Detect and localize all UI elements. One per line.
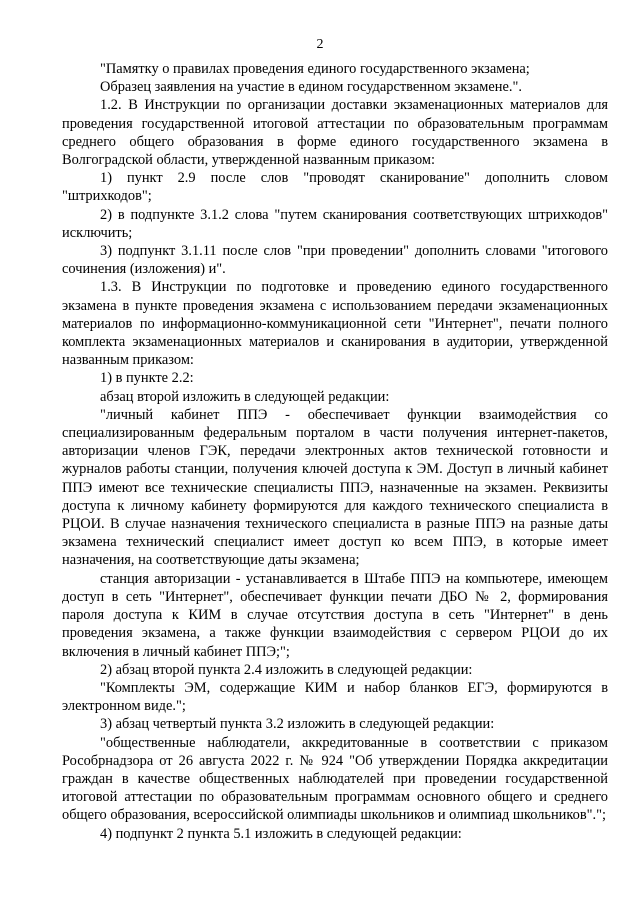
paragraph-item-1-2-3: 3) подпункт 3.1.11 после слов "при проведении" дополнить словами "итогового сочинения (изложения) и". (62, 243, 608, 278)
document-body (62, 60, 608, 843)
paragraph-item-1-2-2: 2) в подпункте 3.1.2 слова "путем сканирования соответствующих штрихкодов" исключить; (62, 206, 608, 241)
paragraph-section-1-2: 1.2. В Инструкции по организации доставки экзаменационных материалов для проведения государственной итоговой аттестации по образовательным программам среднего общего образования в форме единого государственного экзамена в Волгоградской области, утвержденной названным приказом: (62, 97, 608, 169)
paragraph-section-1-3: 1.3. В Инструкции по подготовке и проведению единого государственного экзамена в пункте проведения экзамена с использованием передачи экзаменационных материалов по информационно-коммуникационной сети "Интернет", печати полного комплекта экзаменационных материалов и сканирования в аудитории, утвержденной названным приказом: (62, 279, 608, 369)
paragraph-second-abzac: абзац второй изложить в следующей редакции: (100, 388, 390, 405)
paragraph-item-1-3-2: 2) абзац второй пункта 2.4 изложить в следующей редакции: (100, 661, 473, 678)
paragraph-item-1-3-1: 1) в пункте 2.2: (100, 370, 194, 387)
paragraph-personal-cabinet: "личный кабинет ППЭ - обеспечивает функции взаимодействия со специализированным федеральным порталом в части получения интернет-пакетов, авторизации членов ГЭК, передачи электронных актов технической готовности и журналов работы станции, получения ключей доступа к ЭМ. Доступ в личный кабинет ППЭ имеют все технические специалисты ППЭ, назначенные на экзамен. Реквизиты доступа к личному кабинету формируются для каждого технического специалиста в РЦОИ. В случае назначения технического специалиста в разные ППЭ на разные даты экзамена технический специалист имеет доступ ко всем ППЭ, в которые имеет назначения, на соответствующие даты экзамена; (62, 406, 608, 569)
paragraph-authorization-station: станция авторизации - устанавливается в Штабе ППЭ на компьютере, имеющем доступ в сеть "Интернет", обеспечивает функции печати ДБО № 2, формирования пароля доступа к КИМ в случае отсутствия доступа в сеть "Интернет" в день проведения экзамена, а также функции взаимодействия с сервером РЦОИ до их включения в личный кабинет ППЭ;"; (62, 570, 608, 660)
paragraph-item-1-2-1: 1) пункт 2.9 после слов "проводят сканирование" дополнить словом "штрихкодов"; (62, 170, 608, 205)
paragraph-item-1-3-3: 3) абзац четвертый пункта 3.2 изложить в следующей редакции: (100, 716, 495, 733)
paragraph-item-1-3-4: 4) подпункт 2 пункта 5.1 изложить в следующей редакции: (100, 825, 462, 842)
paragraph-memo-reference: "Памятку о правилах проведения единого государственного экзамена; (100, 61, 530, 77)
paragraph-em-kits: "Комплекты ЭМ, содержащие КИМ и набор бланков ЕГЭ, формируются в электронном виде."; (62, 679, 608, 715)
page-number: 2 (316, 37, 324, 52)
paragraph-public-observers: "общественные наблюдатели, аккредитованные в соответствии с приказом Рособрнадзора от 26 августа 2022 г. № 924 "Об утверждении Порядка аккредитации граждан в качестве общественных наблюдателей при проведении государственной итоговой аттестации по образовательным программам основного общего и среднего общего образования, всероссийской олимпиады школьников и олимпиад школьников"."; (62, 734, 608, 824)
paragraph-application-sample: Образец заявления на участие в едином государственном экзамене.". (100, 79, 522, 96)
